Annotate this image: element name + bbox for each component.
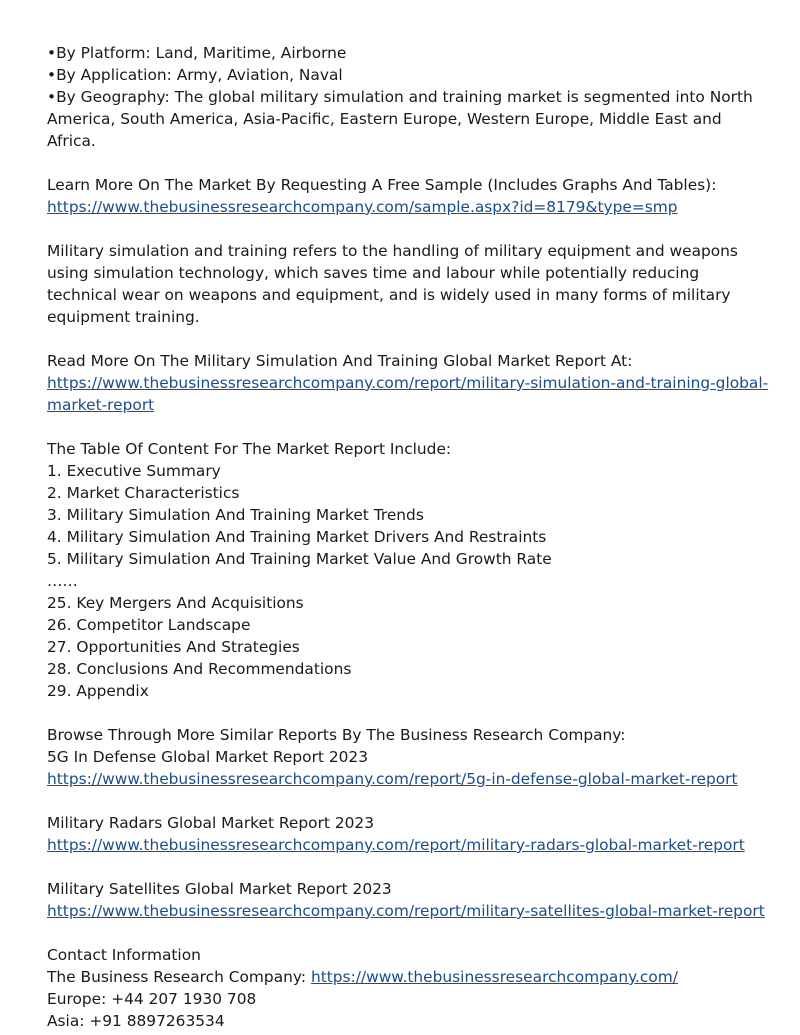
market-description: Military simulation and training refers to the handling of military equipment and weapons using simulation technology, which saves time and labour while potentially reducing technical wear on weapons and equipment, and is widely used in many forms of military equipment training. (47, 242, 738, 326)
report-link-line-2[interactable]: market-report (47, 396, 155, 414)
toc-item: 2. Market Characteristics (47, 484, 240, 502)
report-link-line-1[interactable]: https://www.thebusinessresearchcompany.com/report/military-simulation-and-training-global- (47, 374, 769, 392)
read-more-text: Read More On The Military Simulation And Training Global Market Report At: (47, 352, 633, 370)
similar-report-title: Military Satellites Global Market Report 2023 (47, 880, 392, 898)
similar-reports-section (47, 724, 765, 922)
similar-report-title: Military Radars Global Market Report 2023 (47, 814, 374, 832)
toc-item: 4. Military Simulation And Training Market Drivers And Restraints (47, 528, 547, 546)
toc-section (47, 438, 760, 702)
sample-section (47, 174, 760, 218)
toc-item: 26. Competitor Landscape (47, 616, 251, 634)
similar-report-link[interactable]: https://www.thebusinessresearchcompany.com/report/5g-in-defense-global-market-report (47, 770, 738, 788)
sample-request-link[interactable]: https://www.thebusinessresearchcompany.com/sample.aspx?id=8179&type=smp (47, 198, 678, 216)
contact-company-line (47, 966, 760, 988)
segment-application: •By Application: Army, Aviation, Naval (47, 66, 343, 84)
similar-report-link[interactable]: https://www.thebusinessresearchcompany.com/report/military-satellites-global-market-report (47, 902, 765, 920)
contact-europe-phone: Europe: +44 207 1930 708 (47, 990, 257, 1008)
toc-heading: The Table Of Content For The Market Report Include: (47, 440, 452, 458)
company-website-link[interactable]: https://www.thebusinessresearchcompany.com/ (310, 968, 678, 986)
toc-item: 1. Executive Summary (47, 462, 221, 480)
similar-report-link[interactable]: https://www.thebusinessresearchcompany.com/report/military-radars-global-market-report (47, 836, 745, 854)
segment-geography: •By Geography: The global military simulation and training market is segmented into North America, South America, Asia-Pacific, Eastern Europe, Western Europe, Middle East and Africa. (47, 88, 753, 150)
toc-item: 5. Military Simulation And Training Market Value And Growth Rate (47, 550, 552, 568)
segments-section (47, 42, 760, 152)
contact-section (47, 944, 760, 1032)
contact-company-label: The Business Research Company: (47, 968, 311, 986)
read-more-section (47, 350, 769, 416)
similar-report-title: 5G In Defense Global Market Report 2023 (47, 748, 369, 766)
segment-platform: •By Platform: Land, Maritime, Airborne (47, 44, 347, 62)
description-section (47, 240, 760, 328)
toc-ellipsis: …… (47, 572, 78, 590)
toc-item: 27. Opportunities And Strategies (47, 638, 300, 656)
similar-reports-heading: Browse Through More Similar Reports By The Business Research Company: (47, 726, 626, 744)
toc-item: 25. Key Mergers And Acquisitions (47, 594, 304, 612)
contact-heading: Contact Information (47, 946, 201, 964)
toc-item: 3. Military Simulation And Training Market Trends (47, 506, 424, 524)
contact-asia-phone: Asia: +91 8897263534 (47, 1012, 225, 1030)
sample-request-text: Learn More On The Market By Requesting A Free Sample (Includes Graphs And Tables): (47, 176, 717, 194)
toc-item: 29. Appendix (47, 682, 149, 700)
toc-item: 28. Conclusions And Recommendations (47, 660, 352, 678)
